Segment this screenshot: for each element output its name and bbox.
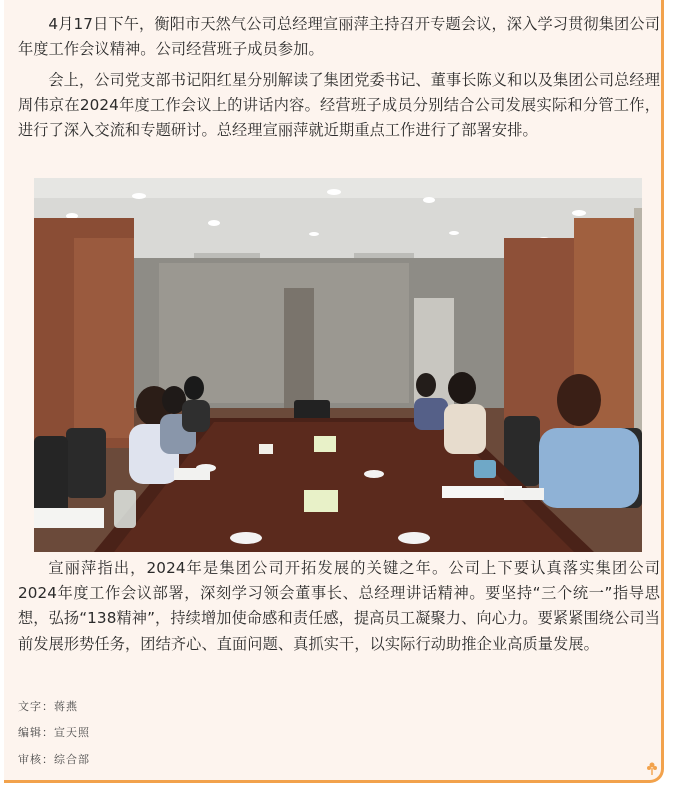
flower-icon <box>644 760 660 776</box>
meeting-photo-illustration <box>34 178 642 552</box>
article-card <box>4 0 664 783</box>
credit-reviewer: 审核：综合部 <box>18 753 90 766</box>
paragraph-directives: 宣丽萍指出，2024年是集团公司开拓发展的关键之年。公司上下要认真落实集团公司2024年度工作会议部署，深刻学习领会董事长、总经理讲话精神。要坚持“三个统一”指导思想，弘扬“138精神”，持续增加使命感和责任感，提高员工凝聚力、向心力。要紧紧围绕公司当前发展形势任务，团结齐心、直面问题、真抓实干，以实际行动助推企业高质量发展。 <box>18 559 660 653</box>
meeting-photo <box>34 178 642 552</box>
credit-editor: 编辑：宣天照 <box>18 726 90 739</box>
credit-writer: 文字：蒋燕 <box>18 700 78 713</box>
paragraph-intro: 4月17日下午，衡阳市天然气公司总经理宣丽萍主持召开专题会议，深入学习贯彻集团公司年度工作会议精神。公司经营班子成员参加。 <box>18 15 660 59</box>
paragraph-meeting: 会上，公司党支部书记阳红星分别解读了集团党委书记、董事长陈义和以及集团公司总经理周伟京在2024年度工作会议上的讲话内容。经营班子成员分别结合公司发展实际和分管工作，进行了深入交流和专题研讨。总经理宣丽萍就近期重点工作进行了部署安排。 <box>18 71 660 140</box>
